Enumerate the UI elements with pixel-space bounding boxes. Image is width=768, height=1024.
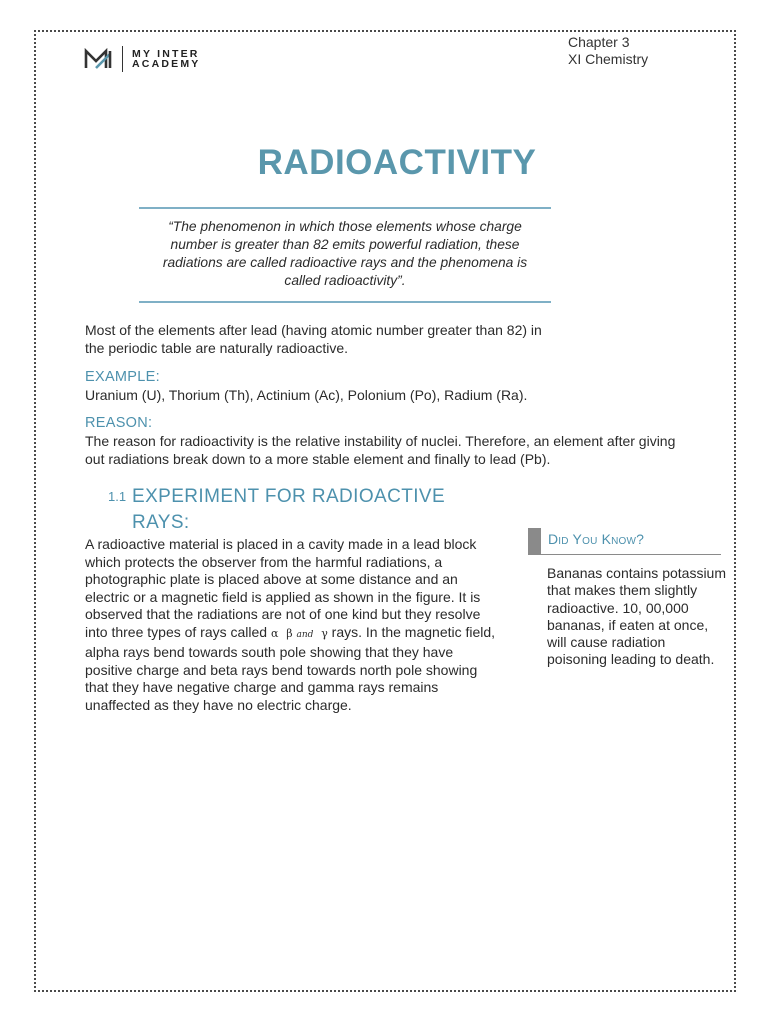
beta-symbol: β (286, 626, 293, 640)
section-title: EXPERIMENT FOR RADIOACTIVE RAYS: (132, 486, 446, 533)
did-you-know-bar (528, 528, 541, 555)
definition-rule-bottom (139, 301, 551, 303)
logo-icon (84, 46, 116, 72)
gamma-symbol: γ (321, 626, 328, 640)
and-word: and (296, 629, 314, 640)
did-you-know-title: Did You Know? (548, 531, 645, 547)
reason-text: The reason for radioactivity is the relative instability of nuclei. Therefore, an element after giving out radiations break down to a more stable element and finally to lead (Pb). (85, 433, 676, 467)
logo-line-1: MY INTER (132, 48, 200, 60)
alpha-symbol: α (271, 626, 279, 640)
logo-divider (122, 46, 123, 72)
did-you-know-text: Bananas contains potassium that makes them slightly radioactive. 10, 00,000 bananas, if eaten at once, will cause radiation poisoning leading to death. (547, 565, 726, 668)
intro-paragraph: Most of the elements after lead (having atomic number greater than 82) in the periodic table are naturally radioactive. (85, 322, 542, 356)
experiment-paragraph (85, 536, 500, 714)
logo-line-2: ACADEMY (132, 58, 201, 70)
academy-logo (84, 46, 201, 72)
definition-quote: “The phenomenon in which those elements whose charge number is greater than 82 emits powerful radiation, these radiations are called radioactive rays and the phenomena is called radioactivity”. (162, 219, 528, 288)
experiment-text-part1: A radioactive material is placed in a cavity made in a lead block which protects the observer from the harmful radiations, a photographic plate is placed above at some distance and an electric or a magnetic field is applied as shown in the figure. It is observed that the radiations are not of one kind but they resolve into three types of rays called (85, 536, 481, 640)
reason-label: REASON: (85, 415, 153, 431)
did-you-know-header (528, 528, 721, 555)
chapter-info (568, 34, 648, 68)
section-number: 1.1 (108, 489, 127, 504)
page-title: RADIOACTIVITY (257, 143, 537, 182)
definition-rule-top (139, 207, 551, 209)
experiment-text-part2: rays. In the magnetic field, alpha rays bend towards south pole showing that they have positive charge and beta rays bend towards north pole showing that they have negative charge and gamma rays remains unaffected as they have no electric charge. (85, 623, 496, 713)
logo-text (132, 49, 201, 69)
chapter-number: Chapter 3 (568, 34, 630, 50)
subject-name: XI Chemistry (568, 51, 649, 67)
example-text: Uranium (U), Thorium (Th), Actinium (Ac), Polonium (Po), Radium (Ra). (85, 387, 528, 403)
example-label: EXAMPLE: (85, 369, 160, 385)
